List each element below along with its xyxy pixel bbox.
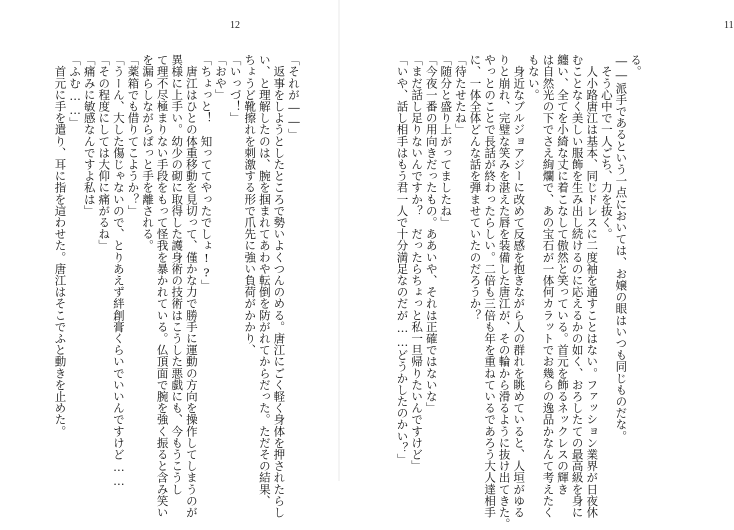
text-line: 「薬箱でも借りてこようか？」 — [126, 54, 141, 217]
text-line: 「おや」 — [214, 54, 229, 101]
text-line: ――派手であるという一点においては、お嬢の眼はいつも同じものだな。 — [614, 54, 629, 442]
text-line: もない。 — [526, 54, 541, 101]
text-line: 「それが――」 — [287, 54, 301, 141]
text-line: る。 — [629, 54, 643, 78]
text-line: 唐江はひとの体重移動を見切って、僅かな力で勝手に運動の方向を操作してしまうのが — [184, 54, 199, 518]
text-line: りと崩れ、完璧な笑みを湛えた唇を装備した唐江が、その輪から滑るように抜け出てきた。 — [497, 54, 512, 530]
text-line: い、と理解したのは、腕を掴まれてあわや転倒を防がれてからだった。ただその結果、 — [257, 54, 272, 507]
left-page-text — [46, 54, 301, 518]
text-line: 「その程度にしては大仰に痛がるね」 — [97, 54, 112, 252]
text-line: 「うーん、大した傷じゃないので、とりあえず絆創膏くらいでいいんですけど…… — [111, 54, 126, 489]
text-line: に、一体全体どんな話を弾ませていたのだろうか？ — [468, 54, 483, 321]
text-line: 「今夜一番の用向きだったもの。ああいや、それは正確ではないな」 — [424, 54, 439, 414]
text-line: は自然光の下でさえ絢爛で、あの宝石が一体何カラットでお幾らの逸品かなんて考えたく — [541, 54, 556, 518]
text-line: 「まだ話し足りないんですか？ だったらちょっと私一旦帰りたいんですけど」 — [410, 54, 425, 472]
right-page-number: 11 — [724, 20, 734, 31]
text-line: 「いや、話し相手はもう君一人で十分満足なのだが……どうかしたのかい？」 — [395, 54, 410, 465]
text-line: 身近なブルジョアジーに改めて反感を抱きながら人の群れを眺めていると、人垣がゆる — [512, 54, 527, 518]
text-line: 返事をしようとしたところで勢いよくつんのめる。唐江にごく軽く身体を押されたらし — [272, 54, 287, 518]
left-page-number: 12 — [230, 20, 240, 31]
text-line: 「随分と盛り上がってましたね」 — [439, 54, 454, 228]
text-line: を漏らしながらぱっと手を離される。 — [141, 54, 156, 252]
right-page — [340, 0, 734, 530]
text-line: 「待たせたね」 — [453, 54, 468, 136]
text-line: 「痛みに敏感なんですよ私は」 — [82, 54, 97, 217]
text-line: 首元に手を遣り、耳に指を這わせた。唐江はそこでふと動きを止めた。 — [53, 54, 68, 437]
text-line: 異様に上手い。幼少の砌に取得した護身術の技術はこうした悪戯にも、今もうこうし — [170, 54, 185, 495]
text-line: 「ちょっと！ 知っててやったでしょ!?」 — [199, 54, 214, 291]
text-line: 人小路唐江は基本、同じドレスに二度袖を通すことはない。ファッション業界が日夜休 — [585, 54, 600, 518]
left-page — [0, 0, 340, 518]
text-line: やっとのことで長話が終わったらしい。二倍も三倍も年を重ねているであろう大人達相手 — [483, 54, 498, 518]
text-line: て理不尽極まりない手段をもって怪我を暴かれている。仏頂面で腕を強く振ると含み笑い — [155, 54, 170, 518]
text-line: ちょうど靴擦れを刺激する形で爪先に強い負荷がかかり、 — [243, 54, 258, 356]
text-line: むことなく美しい服飾を生み出し続けるのに応えるかの如く、おろしたての最高級を身に — [570, 54, 585, 518]
text-line: 「いっづ！」 — [228, 54, 243, 124]
right-page-text — [363, 54, 643, 530]
text-line: そう心中で一人ごち、力を抜く。 — [599, 54, 614, 240]
text-line: 「ふむ……」 — [68, 54, 83, 129]
text-line: 纏い、全てを小綺な丈に着こなして傲然と笑っている。首元を飾るネックレスの輝き — [556, 54, 571, 495]
